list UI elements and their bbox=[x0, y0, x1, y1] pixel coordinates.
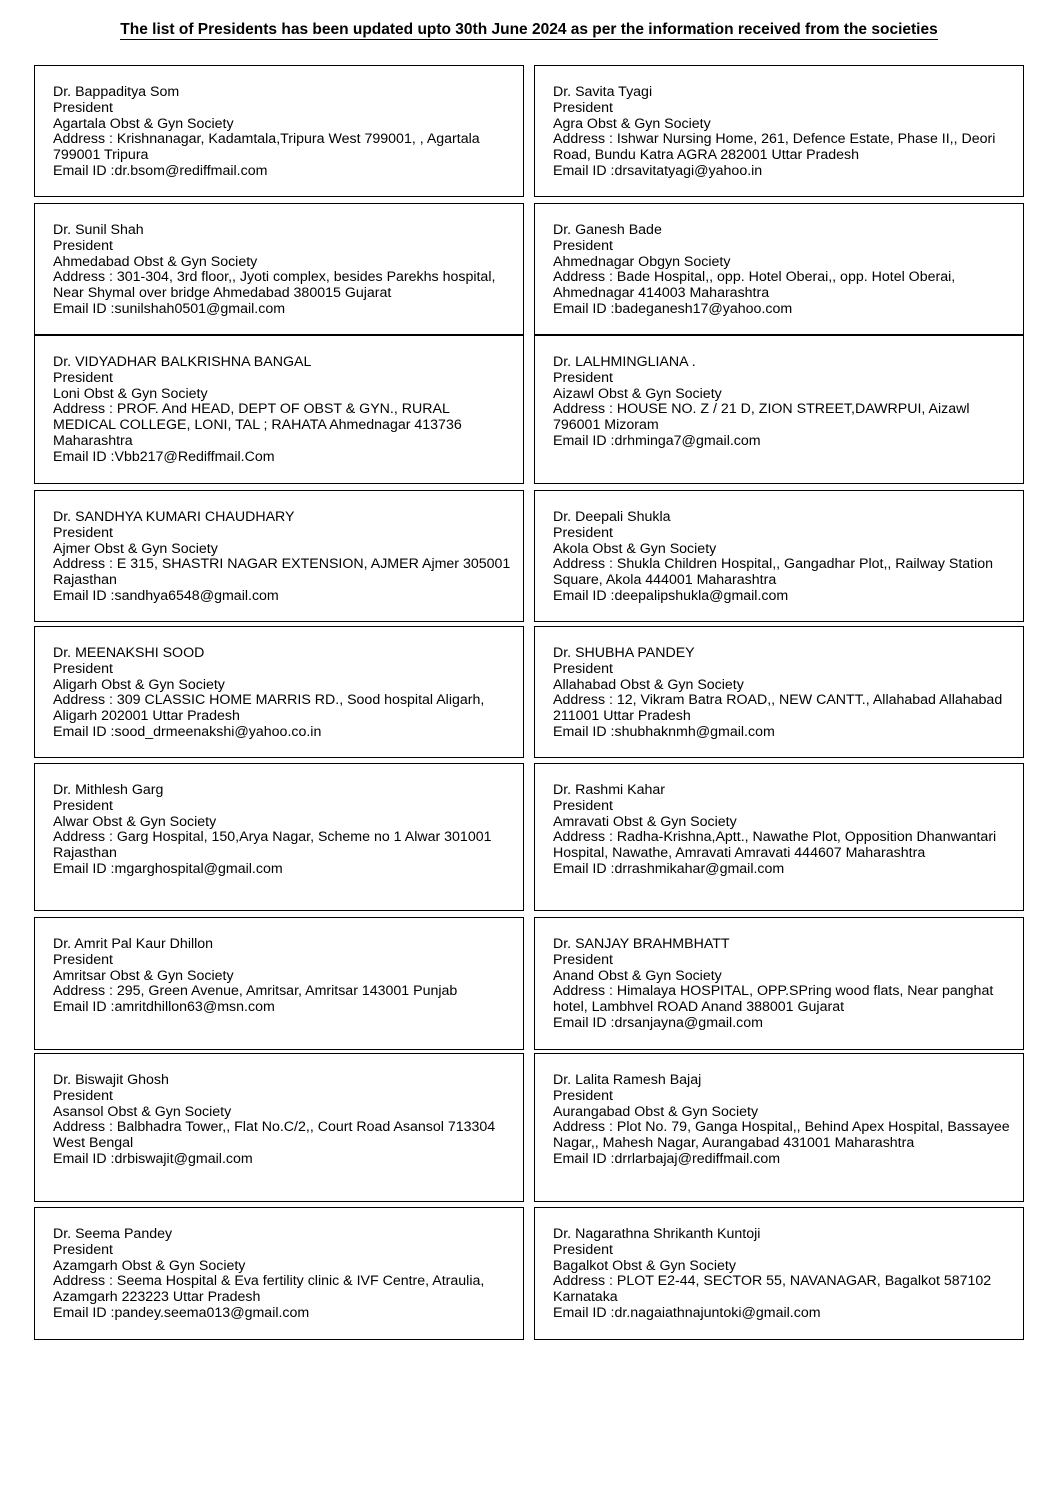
president-name bbox=[553, 223, 1013, 239]
president-card bbox=[34, 1053, 524, 1202]
president-role-value: President bbox=[53, 797, 113, 814]
president-name-value: Dr. Seema Pandey bbox=[53, 1226, 173, 1242]
president-email-value: drhminga7@gmail.com bbox=[614, 432, 761, 449]
society-address-prefix: Address : bbox=[53, 269, 117, 286]
president-name bbox=[553, 85, 1013, 101]
society-address-value: Plot No. 79, Ganga Hospital,, Behind Apex Hospital, Bassayee Nagar,, Mahesh Nagar, Aurangabad 431001 Maharashtra bbox=[553, 1119, 1010, 1152]
society-address bbox=[53, 830, 513, 862]
president-email-prefix: Email ID : bbox=[553, 162, 615, 179]
president-role bbox=[53, 799, 513, 815]
president-email bbox=[53, 1000, 513, 1016]
president-role-value: President bbox=[553, 1241, 613, 1258]
society-address bbox=[53, 557, 513, 589]
president-name-value: Dr. Mithlesh Garg bbox=[53, 782, 164, 798]
president-email-value: drbiswajit@gmail.com bbox=[114, 1150, 253, 1167]
society-address-value: 309 CLASSIC HOME MARRIS RD., Sood hospital Aligarh, Aligarh 202001 Uttar Pradesh bbox=[53, 692, 485, 725]
society-name bbox=[53, 255, 513, 271]
president-card bbox=[534, 490, 1024, 622]
president-name bbox=[553, 1073, 1013, 1089]
society-address bbox=[53, 1120, 513, 1152]
president-role bbox=[553, 799, 1013, 815]
society-address-value: Bade Hospital,, opp. Hotel Oberai,, opp. Hotel Oberai, Ahmednagar 414003 Maharashtra bbox=[553, 269, 956, 302]
society-address-value: HOUSE NO. Z / 21 D, ZION STREET,DAWRPUI, Aizawl 796001 Mizoram bbox=[553, 401, 970, 434]
president-name bbox=[553, 355, 1013, 371]
society-address-prefix: Address : bbox=[553, 829, 617, 846]
president-role bbox=[53, 662, 513, 678]
president-name bbox=[53, 1073, 513, 1089]
society-name-value: Aurangabad Obst & Gyn Society bbox=[553, 1103, 759, 1120]
president-name bbox=[553, 783, 1013, 799]
society-name-value: Aligarh Obst & Gyn Society bbox=[53, 676, 225, 693]
society-address-prefix: Address : bbox=[53, 556, 117, 573]
president-name-value: Dr. Deepali Shukla bbox=[553, 509, 671, 525]
president-email-prefix: Email ID : bbox=[553, 1014, 615, 1031]
society-address-prefix: Address : bbox=[553, 983, 617, 1000]
president-role-value: President bbox=[53, 99, 113, 116]
society-name-value: Azamgarh Obst & Gyn Society bbox=[53, 1257, 246, 1274]
president-role-value: President bbox=[553, 369, 613, 386]
president-card bbox=[534, 1053, 1024, 1202]
card-row bbox=[34, 763, 1024, 911]
president-name-value: Dr. Nagarathna Shrikanth Kuntoji bbox=[553, 1226, 761, 1242]
society-address bbox=[553, 1120, 1013, 1152]
president-email-prefix: Email ID : bbox=[553, 587, 615, 604]
president-email-prefix: Email ID : bbox=[553, 860, 615, 877]
society-name-value: Aizawl Obst & Gyn Society bbox=[553, 385, 722, 402]
page-heading-text: The list of Presidents has been updated upto 30th June 2024 as per the information received from the societies bbox=[120, 21, 938, 38]
president-email bbox=[553, 434, 1013, 450]
society-name-value: Loni Obst & Gyn Society bbox=[53, 385, 208, 402]
president-name bbox=[553, 510, 1013, 526]
president-role bbox=[553, 953, 1013, 969]
president-email-value: Vbb217@Rediffmail.Com bbox=[114, 448, 275, 465]
president-name-value: Dr. Lalita Ramesh Bajaj bbox=[553, 1072, 702, 1088]
society-address-prefix: Address : bbox=[553, 1273, 617, 1290]
president-email bbox=[53, 1306, 513, 1322]
page-heading bbox=[0, 20, 1058, 40]
president-email-prefix: Email ID : bbox=[53, 162, 115, 179]
society-address-value: Seema Hospital & Eva fertility clinic & IVF Centre, Atraulia, Azamgarh 223223 Uttar Pradesh bbox=[53, 1273, 485, 1306]
society-address-prefix: Address : bbox=[553, 401, 617, 418]
president-name-value: Dr. VIDYADHAR BALKRISHNA BANGAL bbox=[53, 354, 312, 370]
president-role bbox=[53, 1089, 513, 1105]
society-address-prefix: Address : bbox=[53, 1119, 117, 1136]
society-address bbox=[53, 132, 513, 164]
president-email bbox=[553, 862, 1013, 878]
president-email-value: sood_drmeenakshi@yahoo.co.in bbox=[114, 723, 322, 740]
president-email bbox=[553, 725, 1013, 741]
president-name-value: Dr. Bappaditya Som bbox=[53, 84, 180, 100]
society-name bbox=[553, 117, 1013, 133]
society-name-value: Anand Obst & Gyn Society bbox=[553, 967, 722, 984]
president-card bbox=[34, 65, 524, 197]
society-address bbox=[53, 1274, 513, 1306]
president-role bbox=[53, 371, 513, 387]
society-name bbox=[53, 1259, 513, 1275]
society-name-value: Ahmednagar Obgyn Society bbox=[553, 253, 731, 270]
president-name bbox=[553, 1227, 1013, 1243]
president-role-value: President bbox=[553, 237, 613, 254]
president-role-value: President bbox=[553, 524, 613, 541]
card-row bbox=[34, 335, 1024, 484]
society-address bbox=[53, 984, 513, 1000]
president-name-value: Dr. Ganesh Bade bbox=[553, 222, 662, 238]
society-name bbox=[53, 542, 513, 558]
president-email-prefix: Email ID : bbox=[553, 432, 615, 449]
president-role-value: President bbox=[53, 660, 113, 677]
president-role-value: President bbox=[53, 1241, 113, 1258]
president-email bbox=[553, 164, 1013, 180]
president-email-value: dr.nagaiathnajuntoki@gmail.com bbox=[614, 1304, 821, 1321]
president-name bbox=[53, 223, 513, 239]
society-name bbox=[53, 1105, 513, 1121]
president-email-value: sandhya6548@gmail.com bbox=[114, 587, 279, 604]
society-address bbox=[53, 270, 513, 302]
president-email-value: badeganesh17@yahoo.com bbox=[614, 300, 793, 317]
society-address bbox=[553, 557, 1013, 589]
president-email-prefix: Email ID : bbox=[53, 1304, 115, 1321]
president-email-value: drrlarbajaj@rediffmail.com bbox=[614, 1150, 781, 1167]
president-name-value: Dr. Biswajit Ghosh bbox=[53, 1072, 169, 1088]
president-role-value: President bbox=[53, 237, 113, 254]
president-role bbox=[553, 1243, 1013, 1259]
president-card bbox=[34, 335, 524, 484]
president-email-value: mgarghospital@gmail.com bbox=[114, 860, 283, 877]
society-name bbox=[53, 117, 513, 133]
society-address-value: Shukla Children Hospital,, Gangadhar Plot,, Railway Station Square, Akola 444001 Maharashtra bbox=[553, 556, 994, 589]
society-address-prefix: Address : bbox=[553, 556, 617, 573]
society-address-value: Balbhadra Tower,, Flat No.C/2,, Court Road Asansol 713304 West Bengal bbox=[53, 1119, 496, 1152]
president-role bbox=[553, 101, 1013, 117]
president-name-value: Dr. MEENAKSHI SOOD bbox=[53, 645, 205, 661]
president-email-prefix: Email ID : bbox=[53, 300, 115, 317]
society-address-prefix: Address : bbox=[53, 829, 117, 846]
society-address bbox=[553, 270, 1013, 302]
president-role-value: President bbox=[553, 797, 613, 814]
president-name bbox=[53, 1227, 513, 1243]
society-address-prefix: Address : bbox=[553, 269, 617, 286]
president-card bbox=[34, 917, 524, 1050]
president-role-value: President bbox=[53, 369, 113, 386]
card-row bbox=[34, 626, 1024, 758]
president-email-value: drrashmikahar@gmail.com bbox=[614, 860, 785, 877]
president-role bbox=[53, 1243, 513, 1259]
president-role bbox=[53, 953, 513, 969]
card-row bbox=[34, 203, 1024, 335]
president-email-prefix: Email ID : bbox=[553, 723, 615, 740]
society-address-prefix: Address : bbox=[553, 692, 617, 709]
society-name bbox=[553, 542, 1013, 558]
society-address-value: 301-304, 3rd floor,, Jyoti complex, besides Parekhs hospital, Near Shymal over bridge Ahmedabad 380015 Gujarat bbox=[53, 269, 496, 302]
society-name bbox=[53, 969, 513, 985]
president-card bbox=[534, 65, 1024, 197]
president-email-prefix: Email ID : bbox=[53, 860, 115, 877]
society-address-value: Himalaya HOSPITAL, OPP.SPring wood flats, Near panghat hotel, Lambhvel ROAD Anand 388001 Gujarat bbox=[553, 983, 994, 1016]
society-address bbox=[553, 1274, 1013, 1306]
card-row bbox=[34, 65, 1024, 197]
president-role-value: President bbox=[553, 951, 613, 968]
president-name-value: Dr. Rashmi Kahar bbox=[553, 782, 665, 798]
society-address-value: 12, Vikram Batra ROAD,, NEW CANTT., Allahabad Allahabad 211001 Uttar Pradesh bbox=[553, 692, 1003, 725]
president-card bbox=[34, 490, 524, 622]
society-name bbox=[53, 387, 513, 403]
president-name-value: Dr. Savita Tyagi bbox=[553, 84, 653, 100]
president-card bbox=[534, 1207, 1024, 1340]
card-row bbox=[34, 917, 1024, 1050]
society-address-value: Krishnanagar, Kadamtala,Tripura West 799001, , Agartala 799001 Tripura bbox=[53, 131, 480, 164]
card-row bbox=[34, 490, 1024, 622]
president-card bbox=[34, 626, 524, 758]
president-email-value: drsavitatyagi@yahoo.in bbox=[614, 162, 763, 179]
society-name bbox=[553, 969, 1013, 985]
society-address-value: Radha-Krishna,Aptt., Nawathe Plot, Opposition Dhanwantari Hospital, Nawathe, Amravati Amravati 444607 Maharashtra bbox=[553, 829, 997, 862]
society-address-value: PROF. And HEAD, DEPT OF OBST & GYN., RURAL MEDICAL COLLEGE, LONI, TAL ; RAHATA Ahmednagar 413736 Maharashtra bbox=[53, 401, 462, 449]
president-role-value: President bbox=[53, 951, 113, 968]
society-address-prefix: Address : bbox=[53, 692, 117, 709]
president-name bbox=[553, 646, 1013, 662]
president-card bbox=[534, 335, 1024, 484]
society-address bbox=[553, 402, 1013, 434]
society-name-value: Akola Obst & Gyn Society bbox=[553, 540, 717, 557]
president-email-prefix: Email ID : bbox=[553, 300, 615, 317]
society-name-value: Agra Obst & Gyn Society bbox=[553, 115, 711, 132]
society-address bbox=[553, 693, 1013, 725]
president-role bbox=[553, 1089, 1013, 1105]
president-name bbox=[53, 510, 513, 526]
president-email bbox=[553, 302, 1013, 318]
society-name bbox=[553, 815, 1013, 831]
card-row bbox=[34, 1053, 1024, 1202]
president-name-value: Dr. LALHMINGLIANA . bbox=[553, 354, 696, 370]
society-address-value: Garg Hospital, 150,Arya Nagar, Scheme no 1 Alwar 301001 Rajasthan bbox=[53, 829, 492, 862]
president-name bbox=[53, 783, 513, 799]
society-name-value: Amravati Obst & Gyn Society bbox=[553, 813, 737, 830]
president-email-value: dr.bsom@rediffmail.com bbox=[114, 162, 268, 179]
president-email-prefix: Email ID : bbox=[53, 448, 115, 465]
president-email bbox=[53, 725, 513, 741]
society-name bbox=[553, 387, 1013, 403]
society-name bbox=[553, 1105, 1013, 1121]
president-card bbox=[34, 203, 524, 335]
president-email-value: pandey.seema013@gmail.com bbox=[114, 1304, 310, 1321]
society-address bbox=[553, 132, 1013, 164]
president-role bbox=[553, 239, 1013, 255]
president-name-value: Dr. Sunil Shah bbox=[53, 222, 144, 238]
society-address bbox=[53, 693, 513, 725]
president-email bbox=[553, 589, 1013, 605]
society-name-value: Ahmedabad Obst & Gyn Society bbox=[53, 253, 258, 270]
president-email-value: shubhaknmh@gmail.com bbox=[614, 723, 775, 740]
society-name bbox=[53, 678, 513, 694]
society-address bbox=[553, 984, 1013, 1016]
president-role bbox=[53, 239, 513, 255]
president-email-prefix: Email ID : bbox=[53, 723, 115, 740]
president-email bbox=[53, 589, 513, 605]
president-email-prefix: Email ID : bbox=[553, 1150, 615, 1167]
president-name-value: Dr. Amrit Pal Kaur Dhillon bbox=[53, 936, 214, 952]
president-role bbox=[553, 662, 1013, 678]
society-address-value: PLOT E2-44, SECTOR 55, NAVANAGAR, Bagalkot 587102 Karnataka bbox=[553, 1273, 992, 1306]
society-address-prefix: Address : bbox=[553, 131, 617, 148]
society-address-value: Ishwar Nursing Home, 261, Defence Estate, Phase II,, Deori Road, Bundu Katra AGRA 282001 Uttar Pradesh bbox=[553, 131, 996, 164]
president-name-value: Dr. SANDHYA KUMARI CHAUDHARY bbox=[53, 509, 295, 525]
society-address-value: 295, Green Avenue, Amritsar, Amritsar 143001 Punjab bbox=[116, 983, 458, 1000]
president-email bbox=[553, 1306, 1013, 1322]
president-name bbox=[53, 646, 513, 662]
president-role-value: President bbox=[553, 1087, 613, 1104]
card-row bbox=[34, 1207, 1024, 1340]
president-email-prefix: Email ID : bbox=[53, 999, 115, 1016]
president-email bbox=[53, 164, 513, 180]
president-email bbox=[553, 1152, 1013, 1168]
society-name-value: Asansol Obst & Gyn Society bbox=[53, 1103, 232, 1120]
president-email-value: deepalipshukla@gmail.com bbox=[614, 587, 789, 604]
society-name bbox=[553, 255, 1013, 271]
president-card bbox=[34, 1207, 524, 1340]
society-address-prefix: Address : bbox=[53, 983, 117, 1000]
president-role-value: President bbox=[553, 99, 613, 116]
society-name-value: Agartala Obst & Gyn Society bbox=[53, 115, 234, 132]
president-card bbox=[534, 203, 1024, 335]
president-card bbox=[534, 917, 1024, 1050]
president-email bbox=[553, 1016, 1013, 1032]
president-role-value: President bbox=[553, 660, 613, 677]
president-email-prefix: Email ID : bbox=[53, 587, 115, 604]
society-name-value: Alwar Obst & Gyn Society bbox=[53, 813, 217, 830]
president-role-value: President bbox=[53, 1087, 113, 1104]
society-address-prefix: Address : bbox=[53, 401, 117, 418]
president-email bbox=[53, 450, 513, 466]
president-card bbox=[534, 763, 1024, 911]
society-name-value: Ajmer Obst & Gyn Society bbox=[53, 540, 218, 557]
society-address-prefix: Address : bbox=[53, 1273, 117, 1290]
president-name bbox=[53, 937, 513, 953]
society-address bbox=[53, 402, 513, 449]
president-name-value: Dr. SHUBHA PANDEY bbox=[553, 645, 695, 661]
president-role bbox=[553, 371, 1013, 387]
president-name bbox=[53, 355, 513, 371]
society-address-prefix: Address : bbox=[53, 131, 117, 148]
society-name bbox=[53, 815, 513, 831]
president-email-prefix: Email ID : bbox=[553, 1304, 615, 1321]
president-email bbox=[53, 302, 513, 318]
society-address-value: E 315, SHASTRI NAGAR EXTENSION, AJMER Ajmer 305001 Rajasthan bbox=[53, 556, 511, 589]
president-role-value: President bbox=[53, 524, 113, 541]
president-email bbox=[53, 862, 513, 878]
president-email-value: drsanjayna@gmail.com bbox=[614, 1014, 763, 1031]
president-card bbox=[534, 626, 1024, 758]
society-address-prefix: Address : bbox=[553, 1119, 617, 1136]
society-name bbox=[553, 678, 1013, 694]
president-name-value: Dr. SANJAY BRAHMBHATT bbox=[553, 936, 730, 952]
society-address bbox=[553, 830, 1013, 862]
president-email-value: amritdhillon63@msn.com bbox=[114, 999, 275, 1016]
president-email-prefix: Email ID : bbox=[53, 1150, 115, 1167]
society-name-value: Bagalkot Obst & Gyn Society bbox=[553, 1257, 736, 1274]
president-card bbox=[34, 763, 524, 911]
president-role bbox=[53, 526, 513, 542]
president-name bbox=[553, 937, 1013, 953]
society-name-value: Amritsar Obst & Gyn Society bbox=[53, 967, 234, 984]
president-name bbox=[53, 85, 513, 101]
president-role bbox=[553, 526, 1013, 542]
president-email bbox=[53, 1152, 513, 1168]
president-email-value: sunilshah0501@gmail.com bbox=[114, 300, 286, 317]
president-role bbox=[53, 101, 513, 117]
society-name-value: Allahabad Obst & Gyn Society bbox=[553, 676, 744, 693]
society-name bbox=[553, 1259, 1013, 1275]
